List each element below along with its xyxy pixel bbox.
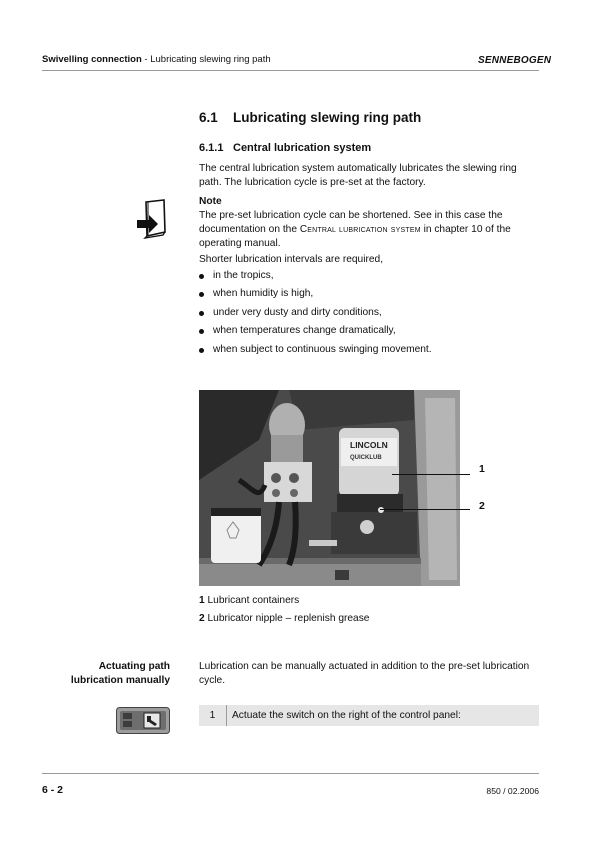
intervals-list bbox=[199, 269, 432, 361]
note-text-b: in chapter 10 of the operating manual. bbox=[199, 224, 511, 249]
caption-1-num: 1 bbox=[199, 595, 205, 606]
section-heading bbox=[199, 110, 421, 125]
section-title: Lubricating slewing ring path bbox=[233, 110, 422, 125]
callout-1: 1 bbox=[479, 463, 485, 475]
header-section: Swivelling connection bbox=[42, 54, 142, 65]
manual-reference-icon bbox=[136, 199, 170, 241]
note-block bbox=[199, 195, 541, 251]
running-header bbox=[42, 54, 271, 65]
side-heading-line-2: lubrication manually bbox=[70, 675, 170, 686]
intro-paragraph: The central lubrication system automatically lubricates the slewing ring path. The lubrication cycle is pre-set at the factory. bbox=[199, 163, 517, 188]
list-item: in the tropics, bbox=[199, 269, 432, 287]
footer-rule bbox=[42, 773, 539, 774]
callout-2: 2 bbox=[479, 500, 485, 512]
page-number: 6 - 2 bbox=[42, 784, 64, 796]
list-item: when subject to continuous swinging movement. bbox=[199, 343, 432, 361]
callout-line-1 bbox=[392, 474, 470, 475]
subsection-title: Central lubrication system bbox=[233, 142, 372, 154]
lubrication-unit-photo bbox=[199, 390, 460, 586]
list-item: under very dusty and dirty conditions, bbox=[199, 306, 432, 324]
caption-1 bbox=[199, 595, 299, 606]
intervals-intro: Shorter lubrication intervals are required, bbox=[199, 254, 384, 265]
callout-line-2 bbox=[380, 509, 470, 510]
caption-1-text: Lubricant containers bbox=[204, 595, 300, 606]
section-number: 6.1 bbox=[199, 110, 218, 125]
note-text-reference: Central lubrication system bbox=[299, 224, 421, 235]
step-number: 1 bbox=[199, 705, 227, 726]
sennebogen-logo: SENNEBOGEN bbox=[478, 55, 552, 66]
list-item: when temperatures change dramatically, bbox=[199, 324, 432, 342]
manual-paragraph: Lubrication can be manually actuated in addition to the pre-set lubrication cycle. bbox=[199, 661, 530, 686]
photo-label-model: QUICKLUB bbox=[350, 455, 382, 461]
side-heading bbox=[42, 660, 170, 688]
subsection-heading bbox=[199, 142, 371, 154]
header-subsection: Lubricating slewing ring path bbox=[150, 54, 271, 65]
caption-2 bbox=[199, 613, 369, 624]
note-title: Note bbox=[199, 196, 222, 207]
header-rule bbox=[42, 70, 539, 71]
list-item: when humidity is high, bbox=[199, 287, 432, 305]
subsection-number: 6.1.1 bbox=[199, 142, 224, 154]
step-text: Actuate the switch on the right of the control panel: bbox=[232, 710, 461, 721]
caption-2-text: Lubricator nipple – replenish grease bbox=[204, 613, 370, 624]
note-text bbox=[199, 209, 541, 251]
note-text-a: The pre-set lubrication cycle can be shortened. See in this case the documentation on the bbox=[199, 210, 503, 235]
photo-label-brand: LINCOLN bbox=[350, 440, 388, 450]
document-number: 850 / 02.2006 bbox=[486, 786, 539, 796]
header-separator: - bbox=[141, 54, 151, 65]
step-row bbox=[199, 705, 539, 726]
side-heading-line-1: Actuating path bbox=[98, 661, 170, 672]
control-panel-switch-icon bbox=[116, 707, 170, 734]
caption-2-num: 2 bbox=[199, 613, 205, 624]
